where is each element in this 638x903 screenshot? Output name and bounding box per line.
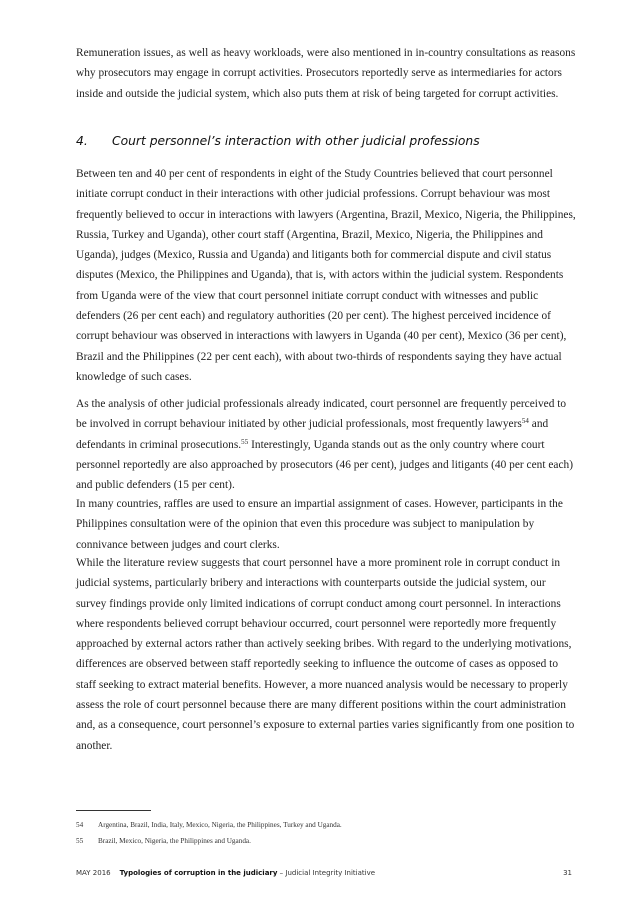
paragraph-4-text: While the literature review suggests that court personnel have a more prominent role in corrupt conduct in judicial systems, particularly bribery and interactions with counterparts outside the judicial system, our survey findings provide only limited indications of corrupt conduct among court personnel. In interactions where respondents believed corrupt behaviour occurred, court personnel were reportedly more frequently approached by external actors rather than actively seeking bribes. With regard to the underlying motivations, differences are observed between staff reportedly seeking to influence the outcome of cases as opposed to staff seeking to extract material benefits. However, a more nuanced analysis would be necessary to properly assess the role of court personnel because there are many different positions within the court administration and, as a consequence, court personnel’s exposure to external parties varies significantly from one position to another. <box>76 557 575 752</box>
paragraph-2 <box>76 394 578 495</box>
page-number: 31 <box>563 869 572 877</box>
footer-title: Typologies of corruption in the judiciary <box>119 869 278 877</box>
intro-text: Remuneration issues, as well as heavy workloads, were also mentioned in in-country consultations as reasons why prosecutors may engage in corrupt activities. Prosecutors reportedly serve as intermediaries for actors inside and outside the judicial system, which also puts them at risk of being targeted for corrupt activities. <box>76 47 576 100</box>
paragraph-1-text: Between ten and 40 per cent of respondents in eight of the Study Countries believed that court personnel initiate corrupt conduct in their interactions with other judicial professions. Corrupt behaviour was most frequently believed to occur in interactions with lawyers (Argentina, Brazil, Mexico, Nigeria, the Philippines, Russia, Turkey and Uganda), other court staff (Argentina, Brazil, Mexico, Nigeria, the Philippines and Uganda), judges (Mexico, Russia and Uganda) and litigants both for commercial dispute and civil status disputes (Mexico, the Philippines and Uganda), that is, with actors within the judicial system. Respondents from Uganda were of the view that court personnel initiate corrupt conduct with witnesses and public defenders (26 per cent each) and regulatory authorities (20 per cent). The highest perceived incidence of corrupt behaviour was observed in interactions with lawyers in Uganda (40 per cent), Mexico (36 per cent), Brazil and the Philippines (22 per cent each), with about two-thirds of respondents saying they have actual knowledge of such cases. <box>76 168 576 383</box>
paragraph-3-text: In many countries, raffles are used to ensure an impartial assignment of cases. However, participants in the Philippines consultation were of the opinion that even this procedure was subject to manipulation by connivance between judges and court clerks. <box>76 498 563 551</box>
paragraph-2-part-b: and defendants in criminal prosecutions. <box>76 418 549 451</box>
footer-date: MAY 2016 <box>76 869 111 877</box>
section-number: 4. <box>76 134 88 148</box>
footnote-number: 54 <box>76 821 84 829</box>
page-footer <box>76 868 572 878</box>
footnote-number: 55 <box>76 837 84 845</box>
footnote-text: Argentina, Brazil, India, Italy, Mexico, Nigeria, the Philippines, Turkey and Uganda. <box>98 821 342 829</box>
section-title: Court personnel’s interaction with other judicial professions <box>112 134 480 148</box>
footnote-54 <box>76 820 342 830</box>
section-heading <box>76 132 596 150</box>
footnote-text: Brazil, Mexico, Nigeria, the Philippines and Uganda. <box>98 837 251 845</box>
footer-subtitle: Judicial Integrity Initiative <box>285 869 376 877</box>
paragraph-2-part-c: Interestingly, Uganda stands out as the only country where court personnel reportedly are also approached by prosecutors (46 per cent), judges and litigants (40 per cent each) and public defenders (15 per cent). <box>76 438 574 492</box>
footnote-55 <box>76 836 251 846</box>
paragraph-4 <box>76 553 578 756</box>
footnote-ref-54[interactable]: 54 <box>521 417 529 426</box>
intro-paragraph <box>76 43 578 104</box>
paragraph-3 <box>76 494 578 555</box>
paragraph-1 <box>76 164 578 387</box>
paragraph-2-part-a: As the analysis of other judicial professionals already indicated, court personnel are frequently perceived to be involved in corrupt behaviour initiated by other judicial professionals, most frequently lawyers <box>76 398 567 431</box>
footnote-divider <box>76 810 151 811</box>
footnote-ref-55[interactable]: 55 <box>241 437 249 446</box>
footer-separator: – <box>277 869 286 877</box>
paragraph-2-text <box>76 394 578 495</box>
